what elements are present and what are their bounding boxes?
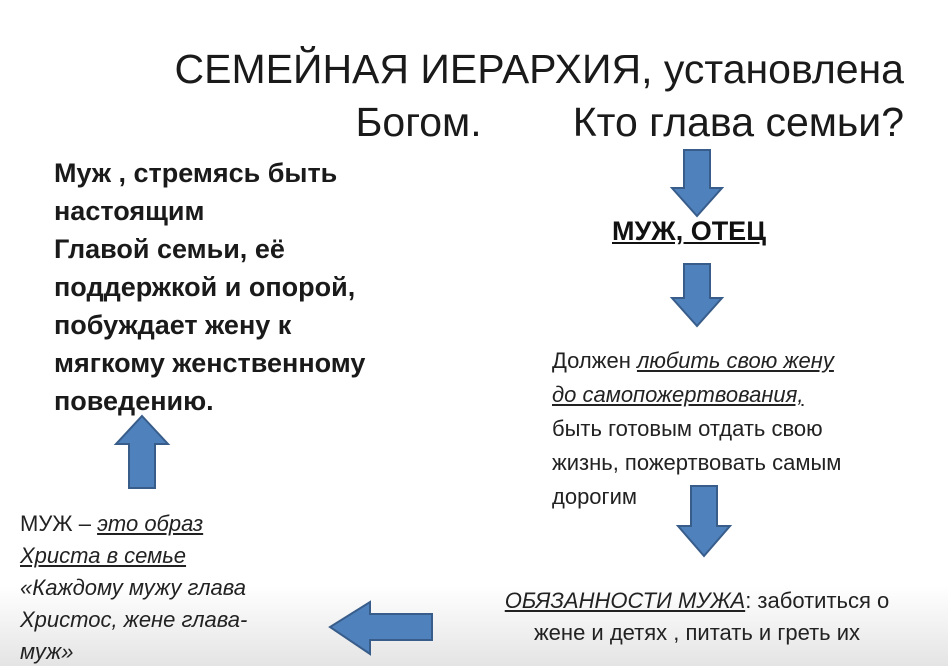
quote-line: муж» [20, 639, 74, 664]
husband-role-line: Муж , стремясь быть [54, 158, 338, 188]
image-prefix: МУЖ – [20, 511, 98, 536]
obligations-line: жене и детях , питать и греть их [533, 620, 861, 645]
head-of-family-label: МУЖ, ОТЕЦ [612, 216, 766, 246]
husband-role-line: побуждает жену к [54, 310, 292, 340]
arrow-down-icon [676, 484, 732, 558]
obligations-rest: : заботиться о [745, 588, 890, 613]
diagram-title-line-2: Богом. Кто глава семьи? [355, 99, 904, 145]
duty-line: дорогим [552, 484, 637, 509]
duty-prefix: Должен [552, 348, 637, 373]
image-text: Христа в семье [20, 543, 187, 568]
obligations-text [458, 585, 936, 649]
quote-line: Христос, жене глава- [20, 607, 248, 632]
husband-role-text [54, 154, 365, 420]
arrow-up-icon [114, 414, 170, 490]
duty-sacrifice-text: до самопожертвования, [552, 382, 804, 407]
husband-role-line: настоящим [54, 196, 205, 226]
husband-role-line: поддержкой и опорой, [54, 272, 356, 302]
image-text: это образ [97, 511, 204, 536]
arrow-left-icon [328, 600, 434, 656]
duty-line: быть готовым отдать свою [552, 416, 823, 441]
quote-line: «Каждому мужу глава [20, 575, 246, 600]
obligations-label: ОБЯЗАННОСТИ МУЖА [504, 588, 746, 613]
arrow-down-icon [670, 148, 724, 218]
image-of-christ-text [20, 508, 247, 668]
duty-line: жизнь, пожертвовать самым [552, 450, 842, 475]
duty-love-text: любить свою жену [636, 348, 834, 373]
husband-role-line: поведению. [54, 386, 214, 416]
arrow-down-icon [670, 262, 724, 328]
husband-role-line: Главой семьи, её [54, 234, 285, 264]
husband-role-line: мягкому женственному [54, 348, 366, 378]
diagram-title-line-1: СЕМЕЙНАЯ ИЕРАРХИЯ, установлена [174, 46, 904, 92]
